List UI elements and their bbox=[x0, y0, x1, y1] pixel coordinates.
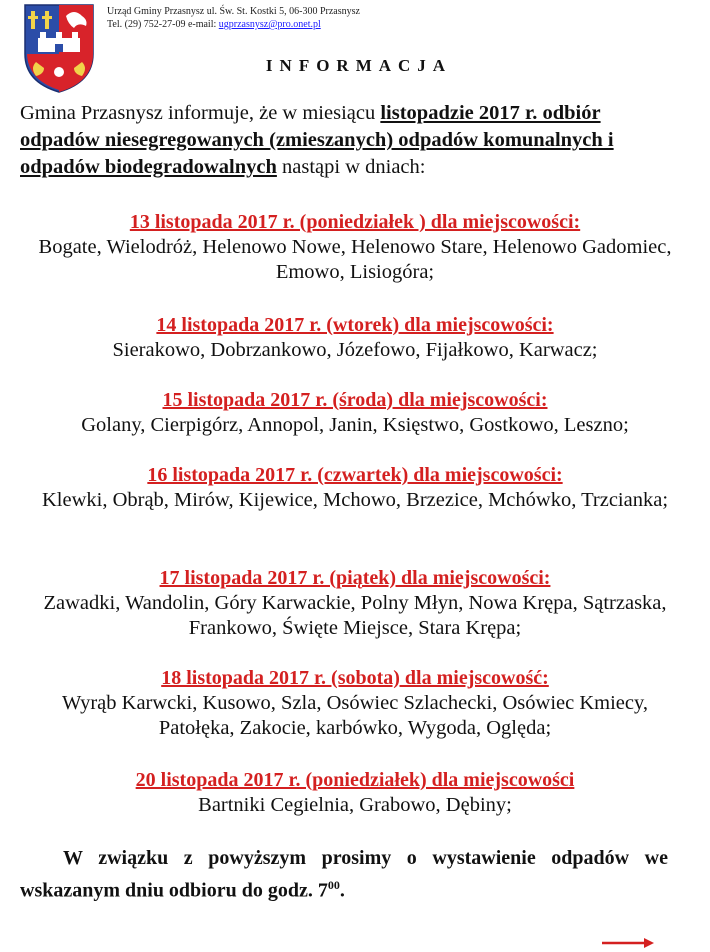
schedule-date: 13 listopada 2017 r. (poniedziałek ) dla miejscowości: bbox=[129, 211, 581, 233]
schedule-entry bbox=[0, 313, 710, 363]
schedule-places: Golany, Cierpigórz, Annopol, Janin, Księstwo, Gostkowo, Leszno; bbox=[81, 414, 629, 436]
intro-month-emphasis: listopadzie 2017 r. odbiór odpadów niesegregowanych (zmieszanych) odpadów komunalnych i odpadów biodegradowalnych bbox=[20, 102, 614, 178]
office-header bbox=[107, 5, 360, 31]
intro-text-end: nastąpi w dniach: bbox=[276, 156, 426, 178]
schedule-date: 15 listopada 2017 r. (środa) dla miejscowości: bbox=[162, 389, 548, 411]
schedule-places: Sierakowo, Dobrzankowo, Józefowo, Fijałkowo, Karwacz; bbox=[112, 339, 598, 361]
intro-paragraph bbox=[20, 100, 670, 181]
schedule-date: 16 listopada 2017 r. (czwartek) dla miejscowości: bbox=[147, 464, 563, 486]
schedule-places: Bogate, Wielodróż, Helenowo Nowe, Helenowo Stare, Helenowo Gadomiec, Emowo, Lisiogóra; bbox=[38, 236, 672, 283]
schedule-entry bbox=[0, 666, 710, 741]
closing-text: W związku z powyższym prosimy o wystawienie odpadów we wskazanym dniu odbioru do godz. 7 bbox=[20, 847, 668, 902]
intro-text-start: Gmina Przasnysz informuje, że w miesiącu bbox=[20, 102, 381, 124]
schedule-entry bbox=[0, 210, 710, 285]
schedule-entry bbox=[0, 388, 710, 438]
schedule-entry bbox=[0, 768, 710, 818]
office-address: Urząd Gminy Przasnysz ul. Św. St. Kostki 5, 06-300 Przasnysz bbox=[107, 6, 360, 17]
page-title: INFORMACJA bbox=[265, 56, 453, 75]
schedule-date: 14 listopada 2017 r. (wtorek) dla miejscowości: bbox=[156, 314, 554, 336]
schedule-places: Klewki, Obrąb, Mirów, Kijewice, Mchowo, Brzezice, Mchówko, Trzcianka; bbox=[41, 489, 669, 511]
email-link[interactable]: ugprzasnysz@pro.onet.pl bbox=[218, 19, 321, 30]
arrow-right-icon bbox=[600, 936, 656, 950]
coat-of-arms-icon bbox=[22, 2, 96, 94]
schedule-entry bbox=[0, 566, 710, 641]
closing-paragraph bbox=[20, 845, 668, 905]
schedule-date: 17 listopada 2017 r. (piątek) dla miejscowości: bbox=[159, 567, 551, 589]
schedule-places: Wyrąb Karwcki, Kusowo, Szla, Osówiec Szlachecki, Osówiec Kmiecy, Patołęka, Zakocie, karbówko, Wygoda, Oględa; bbox=[61, 692, 649, 739]
closing-period: . bbox=[339, 879, 345, 902]
phone-text: Tel. (29) 752-27-09 e-mail: bbox=[107, 19, 219, 30]
schedule-date: 18 listopada 2017 r. (sobota) dla miejscowość: bbox=[161, 667, 549, 689]
schedule-places: Bartniki Cegielnia, Grabowo, Dębiny; bbox=[198, 794, 512, 816]
office-contact bbox=[107, 18, 360, 31]
schedule-entry bbox=[0, 463, 710, 513]
schedule-date: 20 listopada 2017 r. (poniedziałek) dla miejscowości bbox=[135, 769, 575, 791]
schedule-places: Zawadki, Wandolin, Góry Karwackie, Polny Młyn, Nowa Krępa, Sątrzaska, Frankowo, Święte Miejsce, Stara Krępa; bbox=[43, 592, 667, 639]
closing-time-superscript: 00 bbox=[327, 878, 340, 892]
